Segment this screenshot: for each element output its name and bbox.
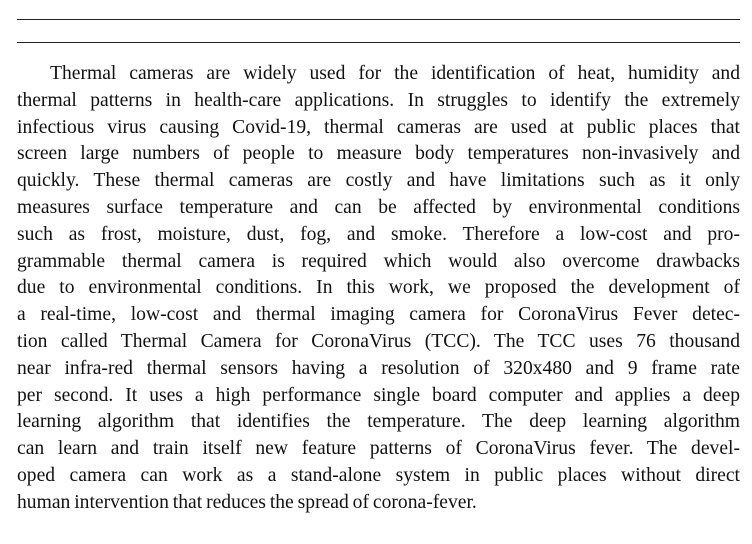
abstract-line: a real-time, low-cost and thermal imaging camera for CoronaVirus Fever detec- xyxy=(17,304,740,326)
abstract-line: screen large numbers of people to measure body temperatures non-invasively and xyxy=(17,143,740,165)
abstract-line: such as frost, moisture, dust, fog, and smoke. Therefore a low-cost and pro- xyxy=(17,223,740,245)
abstract-line: grammable thermal camera is required which would also overcome drawbacks xyxy=(17,250,740,272)
abstract-line: per second. It uses a high performance single board computer and applies a deep xyxy=(17,384,740,406)
abstract-line: measures surface temperature and can be affected by environmental conditions xyxy=(17,196,740,218)
abstract-line: due to environmental conditions. In this work, we proposed the development of xyxy=(17,277,740,299)
abstract-line: can learn and train itself new feature patterns of CoronaVirus fever. The devel- xyxy=(17,438,740,460)
abstract-line: thermal patterns in health-care applications. In struggles to identify the extremely xyxy=(17,89,740,111)
abstract-line: human intervention that reduces the spread of corona-fever. xyxy=(17,491,477,513)
abstract-line: tion called Thermal Camera for CoronaVirus (TCC). The TCC uses 76 thousand xyxy=(17,330,740,352)
bottom-rule xyxy=(17,42,740,43)
abstract-line: learning algorithm that identifies the temperature. The deep learning algorithm xyxy=(17,411,740,433)
abstract-line: Thermal cameras are widely used for the identification of heat, humidity and xyxy=(50,63,740,84)
abstract-line: near infra-red thermal sensors having a resolution of 320x480 and 9 frame rate xyxy=(17,357,740,379)
abstract-line: quickly. These thermal cameras are costly and have limitations such as it only xyxy=(17,170,740,192)
abstract-paragraph xyxy=(17,61,740,517)
abstract-line: infectious virus causing Covid-19, thermal cameras are used at public places that xyxy=(17,116,740,138)
abstract-line: oped camera can work as a stand-alone system in public places without direct xyxy=(17,464,740,486)
top-rule xyxy=(17,19,740,20)
